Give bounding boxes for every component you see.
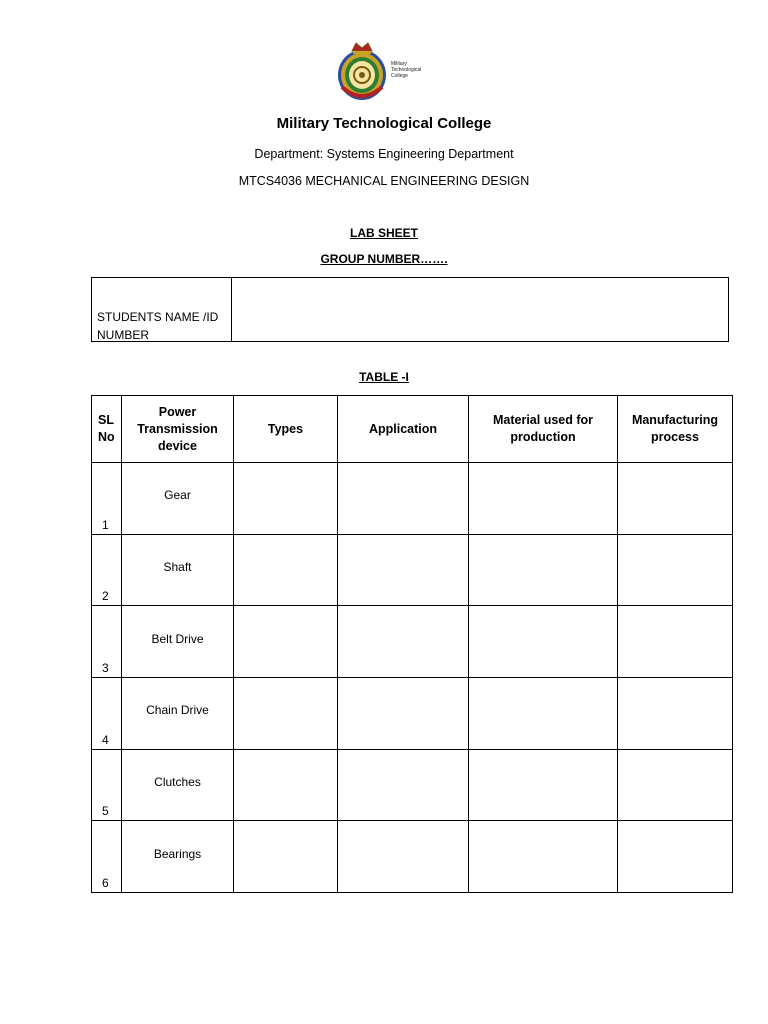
device-table bbox=[91, 395, 733, 893]
application-cell[interactable] bbox=[338, 463, 469, 535]
device-label: Belt Drive bbox=[151, 631, 204, 646]
application-cell[interactable] bbox=[338, 749, 469, 821]
device-label: Chain Drive bbox=[146, 703, 209, 718]
application-cell[interactable] bbox=[338, 606, 469, 678]
table-header-row bbox=[92, 396, 733, 463]
material-cell[interactable] bbox=[469, 749, 618, 821]
types-cell[interactable] bbox=[234, 463, 338, 535]
students-field[interactable] bbox=[232, 278, 728, 341]
material-cell[interactable] bbox=[469, 678, 618, 750]
header-application: Application bbox=[338, 396, 469, 463]
sl-cell: 2 bbox=[92, 534, 122, 606]
application-cell[interactable] bbox=[338, 678, 469, 750]
sl-cell: 4 bbox=[92, 678, 122, 750]
types-cell[interactable] bbox=[234, 678, 338, 750]
table-row bbox=[92, 534, 733, 606]
device-cell bbox=[122, 678, 234, 750]
device-cell bbox=[122, 749, 234, 821]
header-manufacturing: Manufacturing process bbox=[618, 396, 733, 463]
header-types: Types bbox=[234, 396, 338, 463]
device-label: Clutches bbox=[154, 775, 201, 790]
types-cell[interactable] bbox=[234, 606, 338, 678]
manufacturing-cell[interactable] bbox=[618, 606, 733, 678]
device-cell bbox=[122, 606, 234, 678]
manufacturing-cell[interactable] bbox=[618, 749, 733, 821]
page-title: Military Technological College bbox=[276, 115, 492, 132]
table-row bbox=[92, 678, 733, 750]
device-label: Shaft bbox=[163, 560, 192, 575]
material-cell[interactable] bbox=[469, 463, 618, 535]
manufacturing-cell[interactable] bbox=[618, 463, 733, 535]
manufacturing-cell[interactable] bbox=[618, 678, 733, 750]
device-cell bbox=[122, 821, 234, 893]
table-row bbox=[92, 749, 733, 821]
header-sl-no: SL No bbox=[92, 396, 122, 463]
material-cell[interactable] bbox=[469, 534, 618, 606]
device-cell bbox=[122, 534, 234, 606]
header-material: Material used for production bbox=[469, 396, 618, 463]
table-row bbox=[92, 463, 733, 535]
types-cell[interactable] bbox=[234, 821, 338, 893]
manufacturing-cell[interactable] bbox=[618, 821, 733, 893]
types-cell[interactable] bbox=[234, 749, 338, 821]
application-cell[interactable] bbox=[338, 821, 469, 893]
crest-icon bbox=[336, 39, 388, 103]
material-cell[interactable] bbox=[469, 821, 618, 893]
sl-cell: 3 bbox=[92, 606, 122, 678]
device-cell bbox=[122, 463, 234, 535]
sl-cell: 6 bbox=[92, 821, 122, 893]
college-logo bbox=[336, 38, 428, 104]
table-row bbox=[92, 821, 733, 893]
group-number-heading: GROUP NUMBER……. bbox=[320, 252, 448, 266]
lab-sheet-heading: LAB SHEET bbox=[349, 226, 418, 240]
material-cell[interactable] bbox=[469, 606, 618, 678]
manufacturing-cell[interactable] bbox=[618, 534, 733, 606]
department-line: Department: Systems Engineering Department bbox=[254, 147, 514, 161]
students-box bbox=[91, 277, 729, 342]
sl-cell: 5 bbox=[92, 749, 122, 821]
students-label: STUDENTS NAME /ID NUMBER bbox=[92, 278, 232, 341]
table-row bbox=[92, 606, 733, 678]
device-label: Bearings bbox=[153, 846, 202, 861]
types-cell[interactable] bbox=[234, 534, 338, 606]
course-line: MTCS4036 MECHANICAL ENGINEERING DESIGN bbox=[238, 174, 530, 188]
sl-cell: 1 bbox=[92, 463, 122, 535]
header-device: Power Transmission device bbox=[122, 396, 234, 463]
device-label: Gear bbox=[164, 488, 191, 503]
application-cell[interactable] bbox=[338, 534, 469, 606]
logo-caption: Military Technological College bbox=[391, 61, 422, 79]
table-title: TABLE -I bbox=[359, 370, 409, 384]
